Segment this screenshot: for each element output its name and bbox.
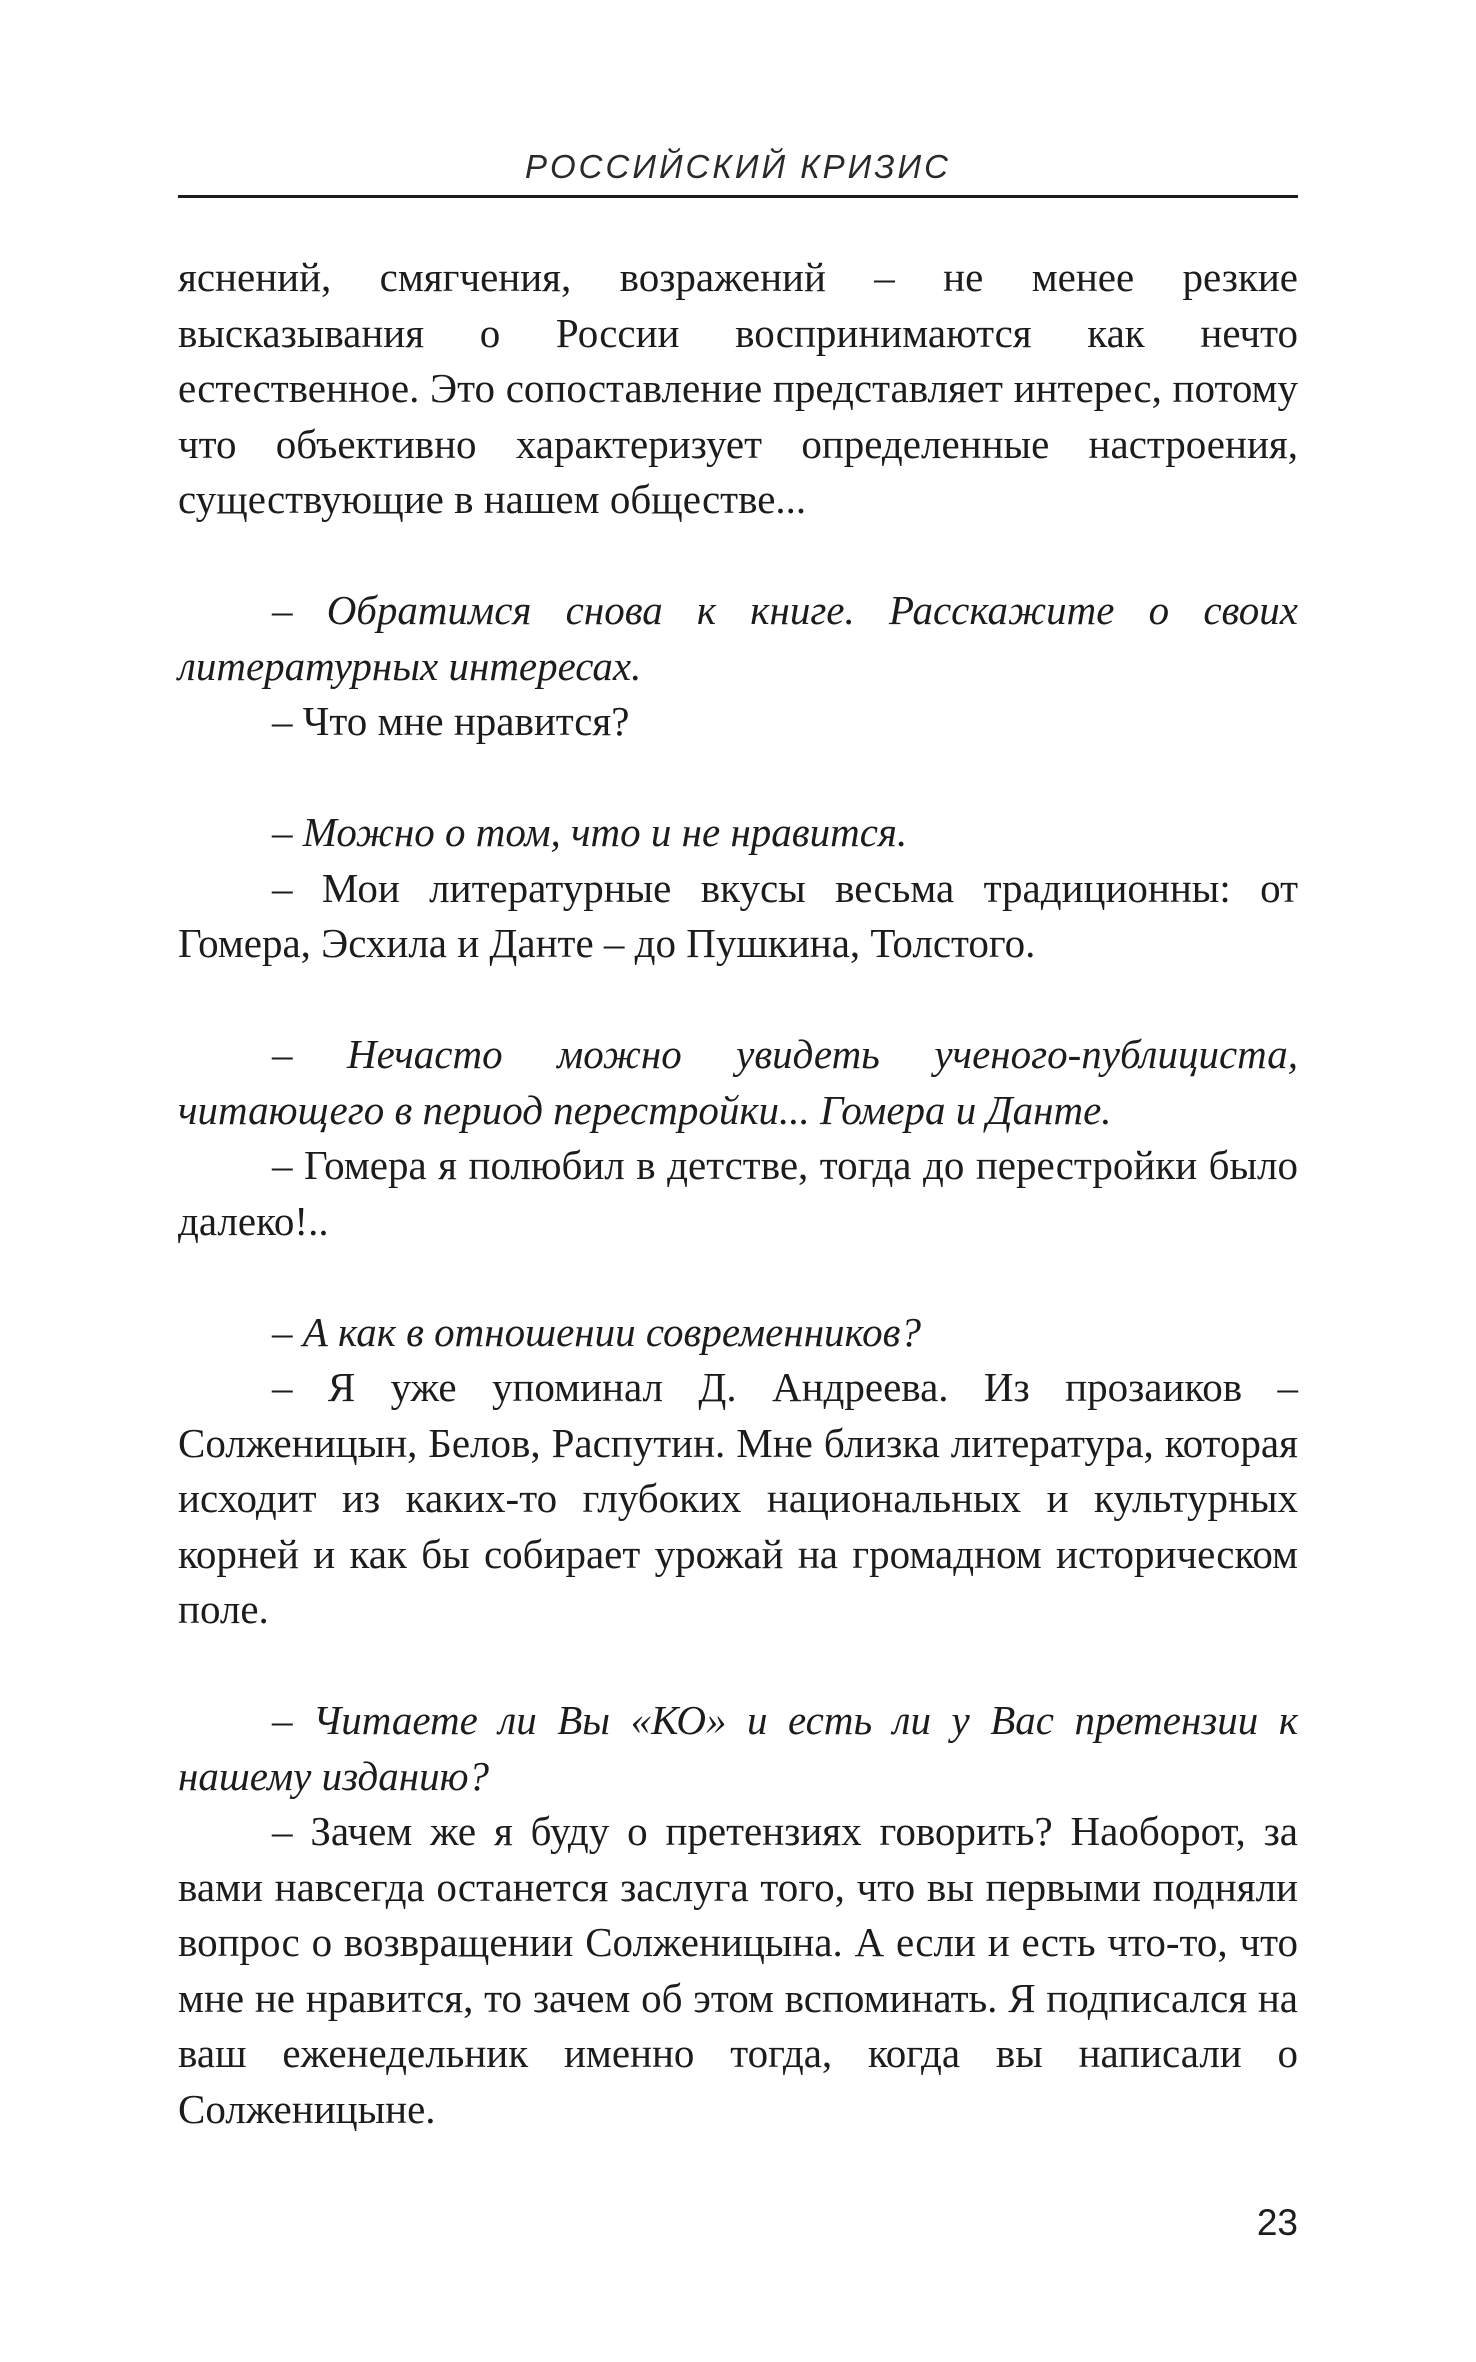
interview-question: – Обратимся снова к книге. Расскажите о своих литературных интересах. <box>178 587 1298 689</box>
paragraph-continuation: яснений, смягчения, возражений – не менее резкие высказывания о России воспринимаются как нечто естественное. Это сопоставление представляет интерес, потому что объективно характеризует определенные настроения, существующие в нашем обществе... <box>178 254 1298 522</box>
body-text <box>178 250 1298 2137</box>
interview-question: – Нечасто можно увидеть ученого-публициста, читающего в период перестройки... Гомера и Данте. <box>178 1031 1298 1133</box>
interview-question: – А как в отношении современников? <box>272 1308 921 1355</box>
interview-question: – Читаете ли Вы «КО» и есть ли у Вас претензии к нашему изданию? <box>178 1697 1298 1799</box>
interview-answer: – Мои литературные вкусы весьма традиционны: от Гомера, Эсхила и Данте – до Пушкина, Толстого. <box>178 864 1298 966</box>
page-number: 23 <box>1256 2202 1298 2243</box>
interview-answer: – Гомера я полюбил в детстве, тогда до перестройки было далеко!.. <box>178 1142 1298 1244</box>
interview-answer: – Что мне нравится? <box>272 698 630 744</box>
interview-question: – Можно о том, что и не нравится. <box>272 809 908 855</box>
running-head-title: РОССИЙСКИЙ КРИЗИС <box>525 148 951 185</box>
interview-answer: – Зачем же я буду о претензиях говорить? Наоборот, за вами навсегда останется заслуга того, что вы первыми подняли вопрос о возвращении Солженицына. А если и есть что-то, что мне не нравится, то зачем об этом вспоминать. Я подписался на ваш еженедельник именно тогда, когда вы написали о Солженицыне. <box>178 1808 1298 2132</box>
interview-answer: – Я уже упоминал Д. Андреева. Из прозаиков – Солженицын, Белов, Распутин. Мне близка литература, которая исходит из каких-то глубоких национальных и культурных корней и как бы собирает урожай на громадном историческом поле. <box>178 1364 1298 1632</box>
header-rule <box>178 195 1298 198</box>
